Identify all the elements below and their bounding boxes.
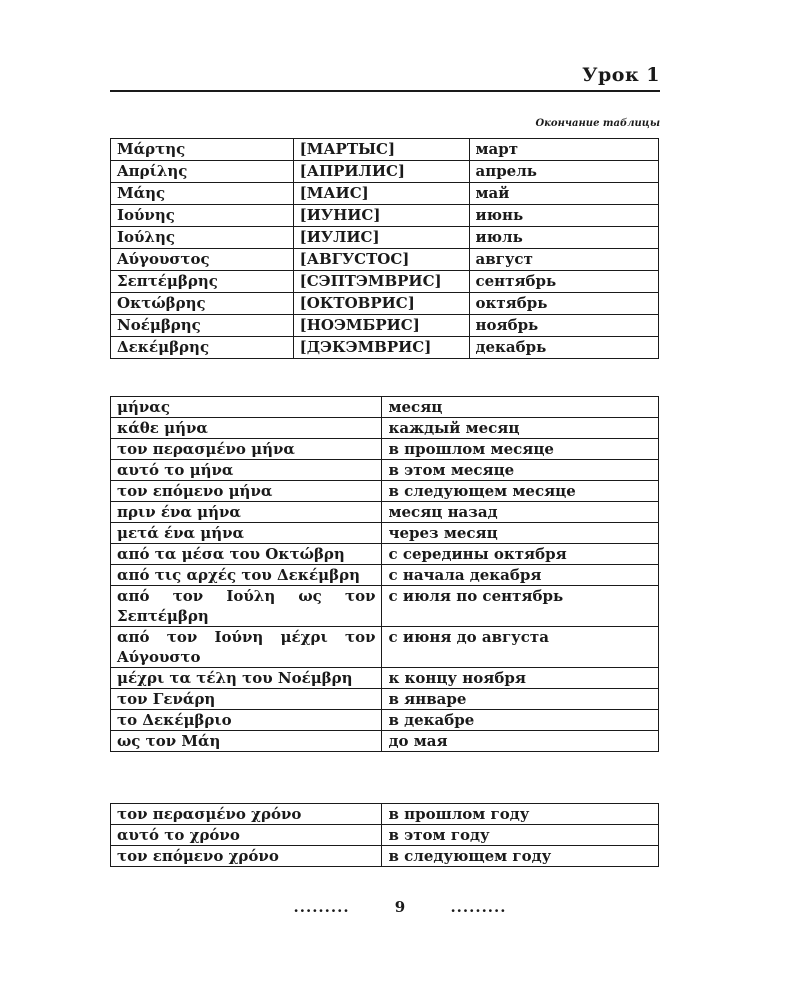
greek-cell: ως τον Μάη <box>111 731 382 752</box>
greek-cell: τον περασμένο μήνα <box>111 439 382 460</box>
transcription-cell: [ДЭКЭМВРИС] <box>293 337 469 359</box>
table-row <box>111 418 659 439</box>
table-row <box>111 397 659 418</box>
russian-cell: октябрь <box>469 293 659 315</box>
russian-cell: к концу ноября <box>382 668 659 689</box>
greek-cell: Νοέμβρης <box>111 315 294 337</box>
russian-cell: март <box>469 139 659 161</box>
russian-cell: до мая <box>382 731 659 752</box>
russian-cell: с июля по сентябрь <box>382 586 659 627</box>
table-row <box>111 205 659 227</box>
transcription-cell: [СЭПТЭМВРИС] <box>293 271 469 293</box>
table-row <box>111 668 659 689</box>
greek-cell: Αύγουστος <box>111 249 294 271</box>
greek-cell: Δεκέμβρης <box>111 337 294 359</box>
greek-cell: κάθε μήνα <box>111 418 382 439</box>
russian-cell: в прошлом году <box>382 804 659 825</box>
russian-cell: в этом году <box>382 825 659 846</box>
greek-cell: αυτό το μήνα <box>111 460 382 481</box>
greek-cell: Οκτώβρης <box>111 293 294 315</box>
page-footer <box>0 898 800 916</box>
russian-cell: апрель <box>469 161 659 183</box>
table-row <box>111 249 659 271</box>
greek-cell: Ιούνης <box>111 205 294 227</box>
russian-cell: через месяц <box>382 523 659 544</box>
table-row <box>111 337 659 359</box>
russian-cell: месяц <box>382 397 659 418</box>
greek-cell: Ιούλης <box>111 227 294 249</box>
footer-dots-right: ......... <box>450 898 507 916</box>
russian-cell: с июня до августа <box>382 627 659 668</box>
lesson-title: Урок 1 <box>582 64 660 86</box>
greek-cell: Απρίλης <box>111 161 294 183</box>
transcription-cell: [НОЭМБРИС] <box>293 315 469 337</box>
table-row <box>111 502 659 523</box>
table-row <box>111 689 659 710</box>
table-row <box>111 481 659 502</box>
table-row <box>111 460 659 481</box>
table-row <box>111 565 659 586</box>
footer-dots-left: ......... <box>293 898 350 916</box>
table-row <box>111 183 659 205</box>
russian-cell: май <box>469 183 659 205</box>
transcription-cell: [МАИС] <box>293 183 469 205</box>
russian-cell: в январе <box>382 689 659 710</box>
transcription-cell: [ИУЛИС] <box>293 227 469 249</box>
table-row <box>111 271 659 293</box>
table-row <box>111 586 659 627</box>
table-row <box>111 731 659 752</box>
table-row <box>111 710 659 731</box>
greek-cell: μέχρι τα τέλη του Νοέμβρη <box>111 668 382 689</box>
table-row <box>111 825 659 846</box>
table-row <box>111 139 659 161</box>
month-phrases-table <box>110 396 659 752</box>
page-number: 9 <box>394 898 406 916</box>
greek-cell: τον Γενάρη <box>111 689 382 710</box>
russian-cell: в следующем месяце <box>382 481 659 502</box>
greek-cell: αυτό το χρόνο <box>111 825 382 846</box>
table-row <box>111 227 659 249</box>
transcription-cell: [ИУНИС] <box>293 205 469 227</box>
greek-cell: μετά ένα μήνα <box>111 523 382 544</box>
russian-cell: декабрь <box>469 337 659 359</box>
transcription-cell: [МАРТЫС] <box>293 139 469 161</box>
table-continuation-caption: Окончание таблицы <box>535 118 660 129</box>
greek-cell: Σεπτέμβρης <box>111 271 294 293</box>
greek-cell: από τον Ιούλη ως τον Σεπτέμβρη <box>111 586 382 627</box>
table-row <box>111 544 659 565</box>
greek-cell: Μάης <box>111 183 294 205</box>
table-row <box>111 439 659 460</box>
table-row <box>111 846 659 867</box>
russian-cell: в декабре <box>382 710 659 731</box>
year-phrases-table <box>110 803 659 867</box>
russian-cell: с начала декабря <box>382 565 659 586</box>
greek-cell: πριν ένα μήνα <box>111 502 382 523</box>
table-row <box>111 804 659 825</box>
greek-cell: τον επόμενο μήνα <box>111 481 382 502</box>
greek-cell: από τα μέσα του Οκτώβρη <box>111 544 382 565</box>
russian-cell: в этом месяце <box>382 460 659 481</box>
greek-cell: Μάρτης <box>111 139 294 161</box>
greek-cell: τον επόμενο χρόνο <box>111 846 382 867</box>
russian-cell: в следующем году <box>382 846 659 867</box>
russian-cell: каждый месяц <box>382 418 659 439</box>
greek-cell: μήνας <box>111 397 382 418</box>
greek-cell: τον περασμένο χρόνο <box>111 804 382 825</box>
russian-cell: ноябрь <box>469 315 659 337</box>
greek-cell: από τον Ιούνη μέχρι τον Αύγουστο <box>111 627 382 668</box>
table-row <box>111 627 659 668</box>
table-row <box>111 161 659 183</box>
table-row <box>111 523 659 544</box>
transcription-cell: [ОКТОВРИС] <box>293 293 469 315</box>
russian-cell: сентябрь <box>469 271 659 293</box>
russian-cell: июнь <box>469 205 659 227</box>
greek-cell: από τις αρχές του Δεκέμβρη <box>111 565 382 586</box>
transcription-cell: [АВГУСТОС] <box>293 249 469 271</box>
russian-cell: в прошлом месяце <box>382 439 659 460</box>
greek-cell: το Δεκέμβριο <box>111 710 382 731</box>
months-table <box>110 138 659 359</box>
table-row <box>111 315 659 337</box>
header-rule <box>110 90 660 92</box>
transcription-cell: [АПРИЛИС] <box>293 161 469 183</box>
russian-cell: август <box>469 249 659 271</box>
russian-cell: с середины октября <box>382 544 659 565</box>
table-row <box>111 293 659 315</box>
russian-cell: июль <box>469 227 659 249</box>
russian-cell: месяц назад <box>382 502 659 523</box>
